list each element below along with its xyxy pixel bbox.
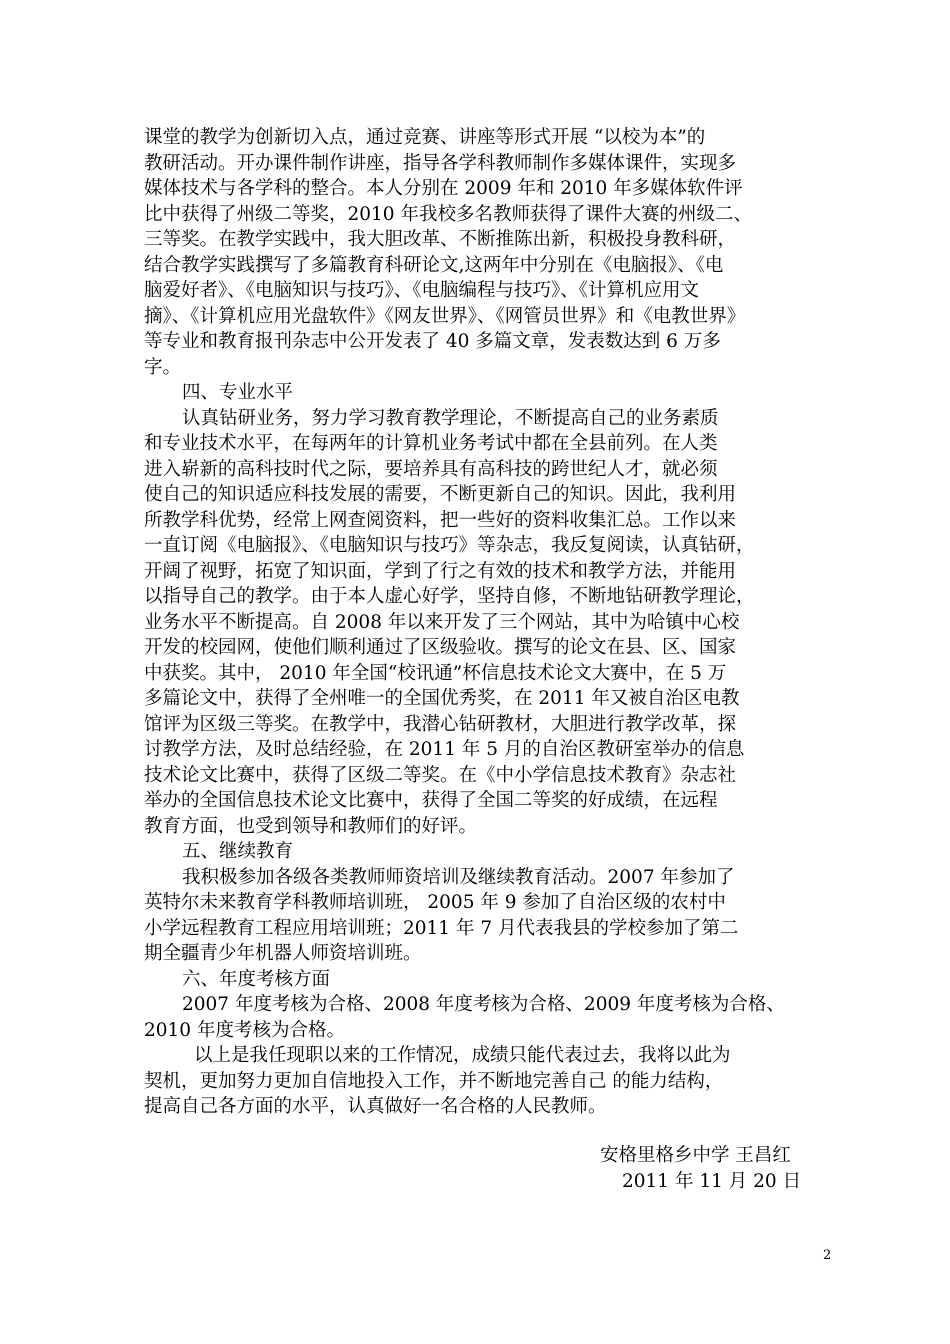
text-line: 摘》、《计算机应用光盘软件》《网友世界》、《网管员世界》和《电教世界》 <box>144 305 746 327</box>
text-line: 提高自己各方面的水平，认真做好一名合格的人民教师。 <box>144 1096 607 1117</box>
text-line: 多篇论文中，获得了全州唯一的全国优秀奖，在 2011 年又被自治区电教 <box>144 688 740 709</box>
section-heading-professional-level: 四、专业水平 <box>182 382 294 403</box>
text-line: 我积极参加各级各类教师师资培训及继续教育活动。2007 年参加了 <box>182 866 735 888</box>
text-line: 以上是我任现职以来的工作情况，成绩只能代表过去，我将以此为 <box>194 1045 731 1066</box>
text-line: 使自己的知识适应科技发展的需要，不断更新自己的知识。因此，我利用 <box>144 484 737 505</box>
text-line: 三等奖。在教学实践中，我大胆改革、不断推陈出新，积极投身教科研， <box>144 229 737 250</box>
text-line: 媒体技术与各学科的整合。本人分别在 2009 年和 2010 年多媒体软件评 <box>144 178 743 199</box>
text-line: 契机，更加努力更加自信地投入工作，并不断地完善自己 的能力结构， <box>144 1070 724 1092</box>
text-line: 课堂的教学为创新切入点，通过竞赛、讲座等形式开展 “以校为本”的 <box>144 127 706 148</box>
text-line: 以指导自己的教学。由于本人虚心好学，坚持自修，不断地钻研教学理论， <box>144 586 755 607</box>
text-line: 小学远程教育工程应用培训班；2011 年 7 月代表我县的学校参加了第二 <box>144 917 739 939</box>
text-line: 所教学科优势，经常上网查阅资料，把一些好的资料收集汇总。工作以来 <box>144 509 737 531</box>
text-line: 开发的校园网，使他们顺利通过了区级验收。撰写的论文在县、区、国家 <box>144 637 737 658</box>
text-line: 教育方面，也受到领导和教师们的好评。 <box>144 815 478 837</box>
section-heading-annual-assessment: 六、年度考核方面 <box>182 968 331 990</box>
text-line: 脑爱好者》、《电脑知识与技巧》、《电脑编程与技巧》、《计算机应用文 <box>144 280 700 301</box>
text-line: 举办的全国信息技术论文比赛中，获得了全国二等奖的好成绩，在远程 <box>144 790 718 811</box>
section-heading-continuing-education: 五、继续教育 <box>182 841 294 862</box>
signature-block <box>600 1143 801 1195</box>
text-line: 教研活动。开办课件制作讲座，指导各学科教师制作多媒体课件，实现多 <box>144 152 737 174</box>
text-line: 技术论文比赛中，获得了区级二等奖。在《中小学信息技术教育》杂志社 <box>144 764 737 786</box>
text-line: 等专业和教育报刊杂志中公开发表了 40 多篇文章，发表数达到 6 万多 <box>144 331 721 352</box>
text-line: 英特尔未来教育学科教师培训班， 2005 年 9 参加了自治区级的农村中 <box>144 892 726 913</box>
text-line: 讨教学方法，及时总结经验，在 2011 年 5 月的自治区教研室举办的信息 <box>144 739 745 760</box>
text-line: 2010 年度考核为合格。 <box>144 1019 345 1041</box>
text-line: 和专业技术水平，在每两年的计算机业务考试中都在全县前列。在人类 <box>144 433 718 454</box>
signature-date: 2011 年 11 月 20 日 <box>622 1171 802 1192</box>
text-line: 开阔了视野，拓宽了知识面，学到了行之有效的技术和教学方法，并能用 <box>144 560 737 582</box>
text-line: 进入崭新的高科技时代之际，要培养具有高科技的跨世纪人才，就必须 <box>144 458 718 480</box>
document-body <box>144 125 854 1120</box>
text-line: 认真钻研业务，努力学习教育教学理论，不断提高自己的业务素质 <box>182 407 719 429</box>
text-line: 字。 <box>144 356 182 378</box>
signature-name: 安格里格乡中学 王昌红 <box>600 1145 791 1166</box>
page-number: 2 <box>823 1248 832 1263</box>
text-line: 一直订阅《电脑报》、《电脑知识与技巧》等杂志，我反复阅读，认真钻研， <box>144 535 755 556</box>
text-line: 期全疆青少年机器人师资培训班。 <box>144 943 422 964</box>
text-line: 结合教学实践撰写了多篇教育科研论文,这两年中分别在《电脑报》、《电 <box>144 254 724 276</box>
text-line: 2007 年度考核为合格、2008 年度考核为合格、2009 年度考核为合格、 <box>182 994 785 1015</box>
text-line: 馆评为区级三等奖。在教学中，我潜心钻研教材，大胆进行教学改革，探 <box>144 713 737 735</box>
text-line: 业务水平不断提高。自 2008 年以来开发了三个网站，其中为哈镇中心校 <box>144 611 740 633</box>
text-line: 中获奖。其中， 2010 年全国“校讯通”杯信息技术论文大赛中，在 5 万 <box>144 662 727 684</box>
text-line: 比中获得了州级二等奖，2010 年我校多名教师获得了课件大赛的州级二、 <box>144 203 752 225</box>
